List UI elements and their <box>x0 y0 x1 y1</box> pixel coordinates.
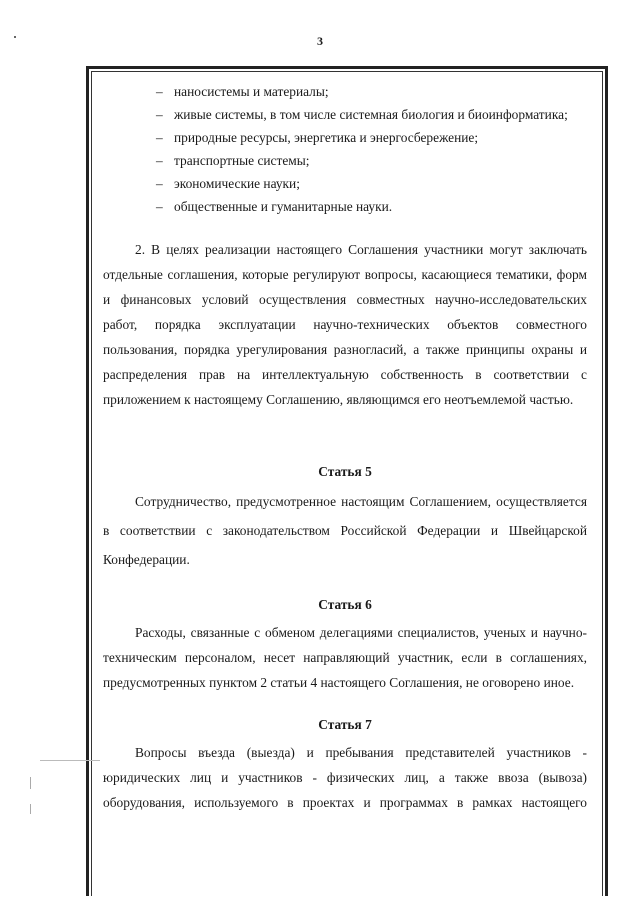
article-5-text: Сотрудничество, предусмотренное настоящим Соглашением, осуществляется в соответствии с законодательством Российской Федерации и Швейцарской Конфедерации. <box>103 494 587 567</box>
list-item: – общественные и гуманитарные науки. <box>156 199 393 214</box>
document-body <box>103 80 587 815</box>
scan-mark <box>30 777 31 789</box>
article-6-text: Расходы, связанные с обменом делегациями специалистов, ученых и научно-техническим персоналом, несет направляющий участник, если в соглашениях, предусмотренных пунктом 2 статьи 4 настоящего Соглашения, не оговорено иное. <box>103 625 587 690</box>
paragraph-2: 2. В целях реализации настоящего Соглашения участники могут заключать отдельные соглашения, которые регулируют вопросы, касающиеся тематики, форм и финансовых условий осуществления совместных научно-исследовательских работ, порядка эксплуатации научно-технических объектов совместного пользования, порядка урегулирования разногласий, а также принципы охраны и распределения прав на интеллектуальную собственность в соответствии с приложением к настоящему Соглашению, являющимся его неотъемлемой частью. <box>103 242 587 407</box>
scan-mark <box>30 804 31 814</box>
list-item: – экономические науки; <box>156 176 300 191</box>
list-item: – наносистемы и материалы; <box>156 84 329 99</box>
article-5-title: Статья 5 <box>318 464 372 479</box>
article-7-title: Статья 7 <box>318 717 372 732</box>
list-item: – транспортные системы; <box>156 153 310 168</box>
scan-mark <box>14 36 16 38</box>
scan-mark <box>40 760 100 761</box>
article-6-title: Статья 6 <box>318 597 372 612</box>
list-item: – живые системы, в том числе системная биология и биоинформатика; <box>156 107 568 122</box>
page-number: 3 <box>317 34 323 48</box>
list-item: – природные ресурсы, энергетика и энергосбережение; <box>156 130 479 145</box>
article-7-text: Вопросы въезда (выезда) и пребывания представителей участников - юридических лиц и участников - физических лиц, а также ввоза (вывоза) оборудования, используемого в проектах и программах в рамках настоящего <box>103 745 587 810</box>
topics-list <box>103 80 587 218</box>
